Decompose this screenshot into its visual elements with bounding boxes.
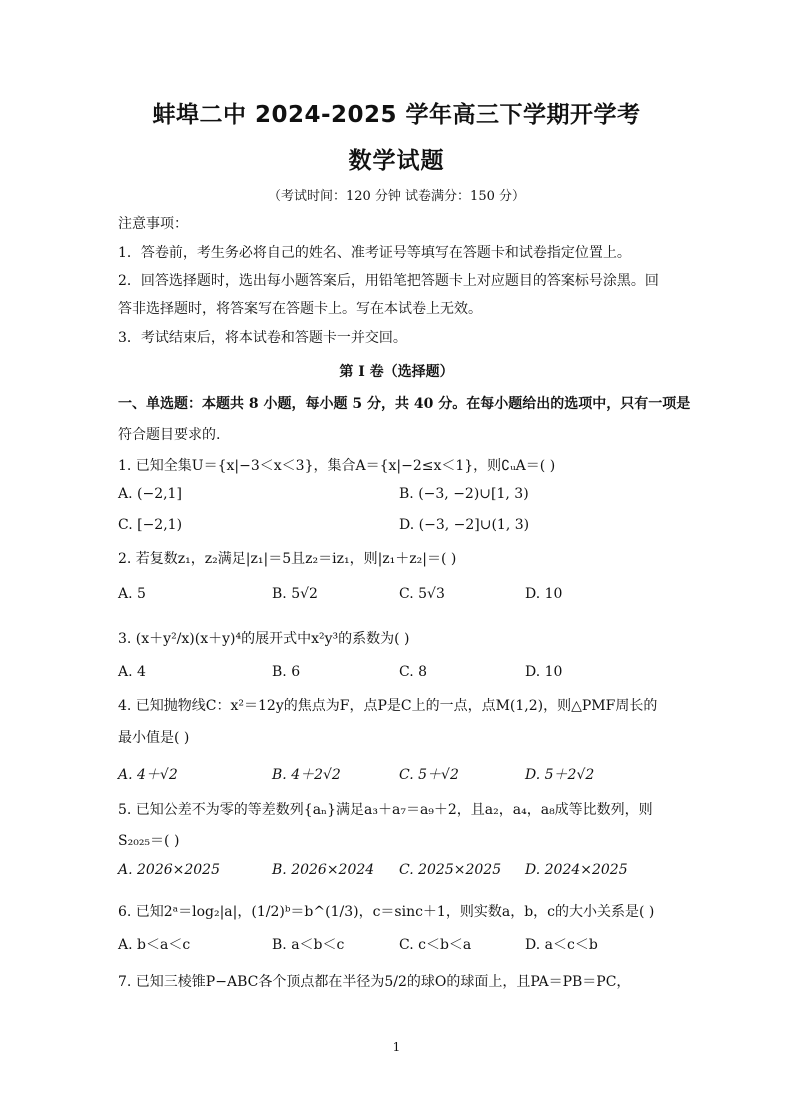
- q4-option-c: C. 5＋√2: [399, 767, 459, 783]
- note-item: 3．考试结束后，将本试卷和答题卡一并交回。: [118, 330, 407, 346]
- question-4-stem: 4. 已知抛物线C：x²＝12y的焦点为F，点P是C上的一点，点M(1,2)，则△PMF周长的: [118, 698, 658, 714]
- q3-option-a: A. 4: [118, 664, 146, 680]
- question-3-stem: 3. (x＋y²/x)(x＋y)⁴的展开式中x²y³的系数为( ): [118, 631, 410, 647]
- q1-option-b: B. (−3, −2)∪[1, 3): [399, 486, 529, 502]
- q6-option-c: C. c＜b＜a: [399, 937, 472, 953]
- question-1-stem: 1. 已知全集U＝{x|−3＜x＜3}，集合A＝{x|−2≤x＜1}，则∁ᵤA＝( ): [118, 458, 556, 474]
- q6-option-b: B. a＜b＜c: [272, 937, 345, 953]
- q2-option-b: B. 5√2: [272, 586, 318, 602]
- section-intro-cont: 符合题目要求的.: [118, 427, 221, 443]
- exam-info: （考试时间：120 分钟 试卷满分：150 分）: [267, 189, 526, 204]
- q5-option-b: B. 2026×2024: [272, 862, 375, 878]
- q2-option-a: A. 5: [118, 586, 146, 602]
- question-2-stem: 2. 若复数z₁，z₂满足|z₁|＝5且z₂＝iz₁，则|z₁＋z₂|＝( ): [118, 551, 457, 567]
- notes-heading: 注意事项：: [118, 216, 188, 232]
- q4-option-a: A. 4＋√2: [118, 767, 178, 783]
- note-item: 答非选择题时，将答案写在答题卡上。写在本试卷上无效。: [118, 301, 482, 317]
- section-intro: 一、单选题：本题共 8 小题，每小题 5 分，共 40 分。在每小题给出的选项中，只有一项是: [118, 396, 691, 412]
- note-item: 2．回答选择题时，选出每小题答案后，用铅笔把答题卡上对应题目的答案标号涂黑。回: [118, 273, 659, 289]
- q2-option-d: D. 10: [525, 586, 563, 602]
- exam-title: 蚌埠二中 2024-2025 学年高三下学期开学考: [152, 102, 641, 128]
- q3-option-c: C. 8: [399, 664, 428, 680]
- q6-option-a: A. b＜a＜c: [118, 937, 191, 953]
- note-item: 1．答卷前，考生务必将自己的姓名、准考证号等填写在答题卡和试卷指定位置上。: [118, 245, 631, 261]
- section-title: 第 I 卷（选择题）: [339, 364, 454, 380]
- question-7-stem: 7. 已知三棱锥P−ABC各个顶点都在半径为5/2的球O的球面上，且PA＝PB＝PC，: [118, 974, 631, 990]
- q4-option-d: D. 5＋2√2: [525, 767, 595, 783]
- q1-option-a: A. (−2,1]: [118, 486, 182, 502]
- q1-option-d: D. (−3, −2]∪(1, 3): [399, 517, 530, 533]
- q3-option-b: B. 6: [272, 664, 301, 680]
- subject-title: 数学试题: [348, 148, 445, 174]
- question-5-stem-cont: S₂₀₂₅＝( ): [118, 833, 180, 849]
- question-6-stem: 6. 已知2ᵃ＝log₂|a|，(1/2)ᵇ＝b^(1/3)，c＝sinc＋1，则实数a，b，c的大小关系是( ): [118, 904, 655, 920]
- q5-option-d: D. 2024×2025: [525, 862, 628, 878]
- q4-option-b: B. 4＋2√2: [272, 767, 341, 783]
- question-4-stem-cont: 最小值是( ): [118, 730, 190, 746]
- q3-option-d: D. 10: [525, 664, 563, 680]
- q1-option-c: C. [−2,1): [118, 517, 183, 533]
- q6-option-d: D. a＜c＜b: [525, 937, 598, 953]
- q5-option-c: C. 2025×2025: [399, 862, 502, 878]
- page-number: 1: [392, 1040, 401, 1054]
- q2-option-c: C. 5√3: [399, 586, 445, 602]
- question-5-stem: 5. 已知公差不为零的等差数列{aₙ}满足a₃＋a₇＝a₉＋2，且a₂，a₄，a₈成等比数列，则: [118, 802, 653, 818]
- q5-option-a: A. 2026×2025: [118, 862, 220, 878]
